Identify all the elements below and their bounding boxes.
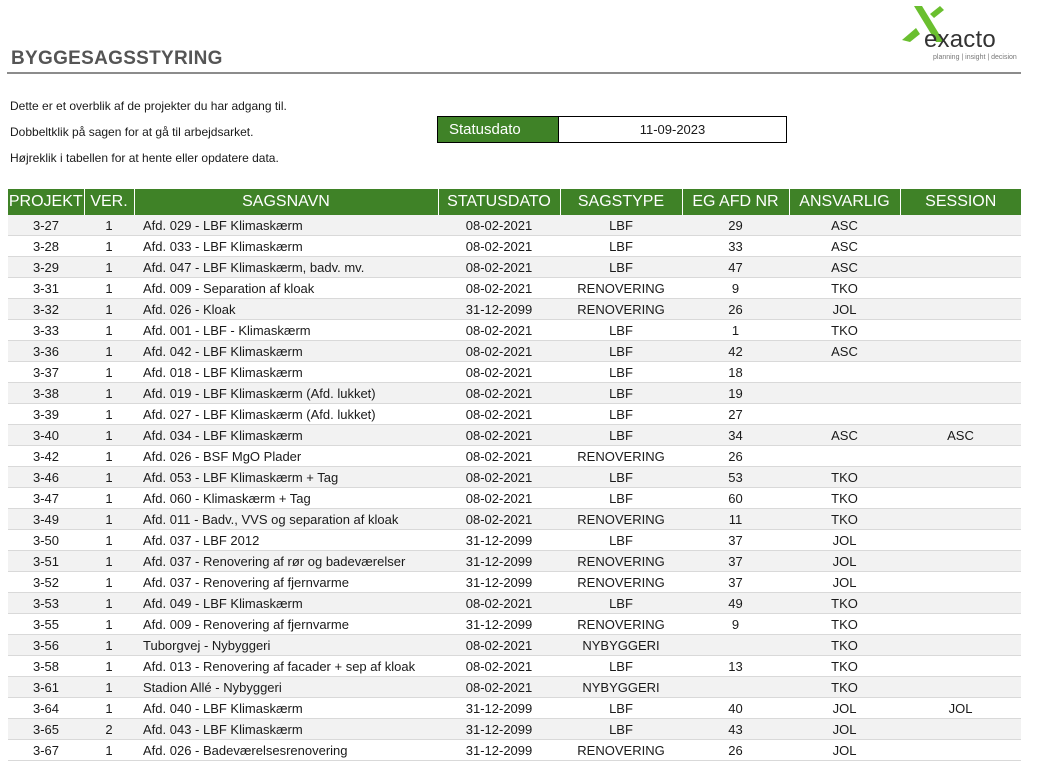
table-row[interactable] [8, 593, 1021, 614]
session-cell[interactable] [900, 677, 1021, 698]
sagsnavn-cell[interactable]: Afd. 042 - LBF Klimaskærm [134, 341, 438, 362]
eg-afd-nr-cell[interactable]: 34 [682, 425, 789, 446]
sagstype-cell[interactable]: RENOVERING [560, 446, 682, 467]
sagstype-cell[interactable]: LBF [560, 362, 682, 383]
ansvarlig-cell[interactable]: TKO [789, 320, 900, 341]
eg-afd-nr-cell[interactable]: 26 [682, 446, 789, 467]
sagstype-cell[interactable]: LBF [560, 488, 682, 509]
ansvarlig-cell[interactable]: TKO [789, 635, 900, 656]
sagsnavn-cell[interactable]: Afd. 043 - LBF Klimaskærm [134, 719, 438, 740]
eg-afd-nr-cell[interactable]: 42 [682, 341, 789, 362]
sagstype-cell[interactable]: LBF [560, 467, 682, 488]
sagsnavn-cell[interactable]: Afd. 027 - LBF Klimaskærm (Afd. lukket) [134, 404, 438, 425]
projekt-cell[interactable]: 3-56 [8, 635, 84, 656]
ver-cell[interactable]: 1 [84, 572, 134, 593]
exacto-logo [900, 4, 1025, 64]
eg-afd-nr-cell[interactable]: 33 [682, 236, 789, 257]
column-header-eg-afd-nr[interactable]: EG AFD NR [682, 189, 789, 215]
table-row[interactable] [8, 551, 1021, 572]
projekt-cell[interactable]: 3-65 [8, 719, 84, 740]
eg-afd-nr-cell[interactable]: 40 [682, 698, 789, 719]
session-cell[interactable] [900, 362, 1021, 383]
column-header-sagsnavn[interactable]: SAGSNAVN [134, 189, 438, 215]
page-title: BYGGESAGSSTYRING [11, 48, 223, 69]
ansvarlig-cell[interactable]: TKO [789, 593, 900, 614]
ver-cell[interactable]: 1 [84, 635, 134, 656]
ver-cell[interactable]: 1 [84, 341, 134, 362]
eg-afd-nr-cell[interactable]: 43 [682, 719, 789, 740]
projekt-cell[interactable]: 3-61 [8, 677, 84, 698]
statusdato-cell[interactable]: 31-12-2099 [438, 740, 560, 761]
projects-table[interactable] [8, 189, 1021, 761]
ver-cell[interactable]: 1 [84, 362, 134, 383]
projekt-cell[interactable]: 3-38 [8, 383, 84, 404]
projekt-cell[interactable]: 3-58 [8, 656, 84, 677]
ansvarlig-cell[interactable]: JOL [789, 740, 900, 761]
ver-cell[interactable]: 1 [84, 404, 134, 425]
projekt-cell[interactable]: 3-50 [8, 530, 84, 551]
ansvarlig-cell[interactable]: TKO [789, 488, 900, 509]
eg-afd-nr-cell[interactable]: 49 [682, 593, 789, 614]
ver-cell[interactable]: 1 [84, 614, 134, 635]
eg-afd-nr-cell[interactable]: 9 [682, 614, 789, 635]
eg-afd-nr-cell[interactable]: 37 [682, 530, 789, 551]
session-cell[interactable] [900, 572, 1021, 593]
ver-cell[interactable]: 1 [84, 383, 134, 404]
session-cell[interactable] [900, 299, 1021, 320]
sagsnavn-cell[interactable]: Afd. 026 - Badeværelsesrenovering [134, 740, 438, 761]
statusdato-cell[interactable]: 08-02-2021 [438, 488, 560, 509]
sagstype-cell[interactable]: LBF [560, 320, 682, 341]
sagstype-cell[interactable]: LBF [560, 404, 682, 425]
eg-afd-nr-cell[interactable]: 19 [682, 383, 789, 404]
sagstype-cell[interactable]: RENOVERING [560, 299, 682, 320]
ansvarlig-cell[interactable] [789, 404, 900, 425]
sagstype-cell[interactable]: NYBYGGERI [560, 677, 682, 698]
ver-cell[interactable]: 1 [84, 593, 134, 614]
ansvarlig-cell[interactable]: JOL [789, 698, 900, 719]
session-cell[interactable] [900, 509, 1021, 530]
sagstype-cell[interactable]: RENOVERING [560, 740, 682, 761]
eg-afd-nr-cell[interactable]: 60 [682, 488, 789, 509]
ver-cell[interactable]: 2 [84, 719, 134, 740]
info-line-doubleclick: Dobbeltklik på sagen for at gå til arbejdsarket. [10, 125, 254, 139]
sagsnavn-cell[interactable]: Afd. 034 - LBF Klimaskærm [134, 425, 438, 446]
session-cell[interactable] [900, 320, 1021, 341]
sagsnavn-cell[interactable]: Afd. 019 - LBF Klimaskærm (Afd. lukket) [134, 383, 438, 404]
table-row[interactable] [8, 656, 1021, 677]
sagstype-cell[interactable]: LBF [560, 236, 682, 257]
ansvarlig-cell[interactable]: ASC [789, 425, 900, 446]
projekt-cell[interactable]: 3-52 [8, 572, 84, 593]
sagsnavn-cell[interactable]: Afd. 037 - LBF 2012 [134, 530, 438, 551]
table-row[interactable] [8, 299, 1021, 320]
table-row[interactable] [8, 236, 1021, 257]
sagsnavn-cell[interactable]: Afd. 009 - Separation af kloak [134, 278, 438, 299]
table-row[interactable] [8, 215, 1021, 236]
eg-afd-nr-cell[interactable]: 37 [682, 572, 789, 593]
projekt-cell[interactable]: 3-37 [8, 362, 84, 383]
info-line-rightclick: Højreklik i tabellen for at hente eller opdatere data. [10, 151, 279, 165]
sagstype-cell[interactable]: LBF [560, 215, 682, 236]
ver-cell[interactable]: 1 [84, 656, 134, 677]
ver-cell[interactable]: 1 [84, 236, 134, 257]
statusdato-cell[interactable]: 08-02-2021 [438, 635, 560, 656]
ver-cell[interactable]: 1 [84, 551, 134, 572]
table-row[interactable] [8, 635, 1021, 656]
session-cell[interactable] [900, 278, 1021, 299]
eg-afd-nr-cell[interactable] [682, 677, 789, 698]
table-header-row [8, 189, 1021, 215]
sagsnavn-cell[interactable]: Afd. 053 - LBF Klimaskærm + Tag [134, 467, 438, 488]
sagsnavn-cell[interactable]: Afd. 026 - BSF MgO Plader [134, 446, 438, 467]
projekt-cell[interactable]: 3-33 [8, 320, 84, 341]
sagsnavn-cell[interactable]: Afd. 011 - Badv., VVS og separation af kloak [134, 509, 438, 530]
sagsnavn-cell[interactable]: Afd. 029 - LBF Klimaskærm [134, 215, 438, 236]
statusdato-cell[interactable]: 08-02-2021 [438, 446, 560, 467]
ansvarlig-cell[interactable]: TKO [789, 467, 900, 488]
ver-cell[interactable]: 1 [84, 278, 134, 299]
statusdato-cell[interactable]: 08-02-2021 [438, 677, 560, 698]
projekt-cell[interactable]: 3-64 [8, 698, 84, 719]
sagsnavn-cell[interactable]: Afd. 001 - LBF - Klimaskærm [134, 320, 438, 341]
session-cell[interactable] [900, 467, 1021, 488]
column-header-statusdato[interactable]: STATUSDATO [438, 189, 560, 215]
ver-cell[interactable]: 1 [84, 677, 134, 698]
eg-afd-nr-cell[interactable]: 27 [682, 404, 789, 425]
ansvarlig-cell[interactable] [789, 446, 900, 467]
statusdato-cell[interactable]: 08-02-2021 [438, 404, 560, 425]
sagstype-cell[interactable]: RENOVERING [560, 509, 682, 530]
status-date-label: Statusdato [438, 117, 559, 142]
ver-cell[interactable]: 1 [84, 257, 134, 278]
projekt-cell[interactable]: 3-32 [8, 299, 84, 320]
table-row[interactable] [8, 467, 1021, 488]
statusdato-cell[interactable]: 08-02-2021 [438, 383, 560, 404]
statusdato-cell[interactable]: 08-02-2021 [438, 257, 560, 278]
column-header-sagstype[interactable]: SAGSTYPE [560, 189, 682, 215]
eg-afd-nr-cell[interactable]: 18 [682, 362, 789, 383]
sagsnavn-cell[interactable]: Afd. 060 - Klimaskærm + Tag [134, 488, 438, 509]
sagstype-cell[interactable]: RENOVERING [560, 278, 682, 299]
eg-afd-nr-cell[interactable]: 47 [682, 257, 789, 278]
statusdato-cell[interactable]: 31-12-2099 [438, 299, 560, 320]
statusdato-cell[interactable]: 08-02-2021 [438, 425, 560, 446]
ansvarlig-cell[interactable]: TKO [789, 614, 900, 635]
table-row[interactable] [8, 257, 1021, 278]
ansvarlig-cell[interactable]: TKO [789, 509, 900, 530]
session-cell[interactable] [900, 656, 1021, 677]
table-row[interactable] [8, 614, 1021, 635]
statusdato-cell[interactable]: 31-12-2099 [438, 551, 560, 572]
ver-cell[interactable]: 1 [84, 320, 134, 341]
sagstype-cell[interactable]: LBF [560, 425, 682, 446]
session-cell[interactable] [900, 593, 1021, 614]
ver-cell[interactable]: 1 [84, 467, 134, 488]
ansvarlig-cell[interactable]: TKO [789, 656, 900, 677]
status-date-box [437, 116, 787, 143]
ver-cell[interactable]: 1 [84, 509, 134, 530]
ansvarlig-cell[interactable]: ASC [789, 341, 900, 362]
ansvarlig-cell[interactable] [789, 362, 900, 383]
sagstype-cell[interactable]: RENOVERING [560, 551, 682, 572]
column-header-ansvarlig[interactable]: ANSVARLIG [789, 189, 900, 215]
projekt-cell[interactable]: 3-27 [8, 215, 84, 236]
ansvarlig-cell[interactable]: ASC [789, 257, 900, 278]
table-row[interactable] [8, 278, 1021, 299]
ansvarlig-cell[interactable]: ASC [789, 215, 900, 236]
statusdato-cell[interactable]: 31-12-2099 [438, 719, 560, 740]
eg-afd-nr-cell[interactable]: 26 [682, 740, 789, 761]
info-line-overview: Dette er et overblik af de projekter du har adgang til. [10, 99, 287, 113]
ansvarlig-cell[interactable]: JOL [789, 572, 900, 593]
sagstype-cell[interactable]: LBF [560, 257, 682, 278]
table-row[interactable] [8, 446, 1021, 467]
table-row[interactable] [8, 572, 1021, 593]
projekt-cell[interactable]: 3-40 [8, 425, 84, 446]
sagsnavn-cell[interactable]: Afd. 047 - LBF Klimaskærm, badv. mv. [134, 257, 438, 278]
session-cell[interactable] [900, 530, 1021, 551]
statusdato-cell[interactable]: 31-12-2099 [438, 614, 560, 635]
session-cell[interactable] [900, 614, 1021, 635]
table-row[interactable] [8, 698, 1021, 719]
session-cell[interactable] [900, 635, 1021, 656]
projekt-cell[interactable]: 3-51 [8, 551, 84, 572]
sagsnavn-cell[interactable]: Afd. 037 - Renovering af fjernvarme [134, 572, 438, 593]
sagstype-cell[interactable]: LBF [560, 593, 682, 614]
sagstype-cell[interactable]: RENOVERING [560, 572, 682, 593]
projekt-cell[interactable]: 3-36 [8, 341, 84, 362]
table-row[interactable] [8, 719, 1021, 740]
ansvarlig-cell[interactable]: ASC [789, 236, 900, 257]
statusdato-cell[interactable]: 08-02-2021 [438, 320, 560, 341]
column-header-projekt[interactable]: PROJEKT [8, 189, 84, 215]
session-cell[interactable] [900, 404, 1021, 425]
eg-afd-nr-cell[interactable] [682, 635, 789, 656]
ansvarlig-cell[interactable]: JOL [789, 530, 900, 551]
sagstype-cell[interactable]: LBF [560, 656, 682, 677]
statusdato-cell[interactable]: 08-02-2021 [438, 593, 560, 614]
ver-cell[interactable]: 1 [84, 299, 134, 320]
ver-cell[interactable]: 1 [84, 530, 134, 551]
statusdato-cell[interactable]: 08-02-2021 [438, 656, 560, 677]
table-row[interactable] [8, 362, 1021, 383]
projekt-cell[interactable]: 3-39 [8, 404, 84, 425]
ver-cell[interactable]: 1 [84, 698, 134, 719]
session-cell[interactable] [900, 236, 1021, 257]
status-date-value[interactable]: 11-09-2023 [639, 122, 706, 137]
projekt-cell[interactable]: 3-29 [8, 257, 84, 278]
eg-afd-nr-cell[interactable]: 13 [682, 656, 789, 677]
eg-afd-nr-cell[interactable]: 11 [682, 509, 789, 530]
statusdato-cell[interactable]: 08-02-2021 [438, 509, 560, 530]
session-cell[interactable] [900, 551, 1021, 572]
sagsnavn-cell[interactable]: Afd. 018 - LBF Klimaskærm [134, 362, 438, 383]
session-cell[interactable] [900, 257, 1021, 278]
projekt-cell[interactable]: 3-46 [8, 467, 84, 488]
table-row[interactable] [8, 677, 1021, 698]
projekt-cell[interactable]: 3-67 [8, 740, 84, 761]
session-cell[interactable] [900, 383, 1021, 404]
ansvarlig-cell[interactable]: TKO [789, 278, 900, 299]
projekt-cell[interactable]: 3-53 [8, 593, 84, 614]
sagsnavn-cell[interactable]: Afd. 009 - Renovering af fjernvarme [134, 614, 438, 635]
table-row[interactable] [8, 320, 1021, 341]
statusdato-cell[interactable]: 08-02-2021 [438, 362, 560, 383]
projekt-cell[interactable]: 3-31 [8, 278, 84, 299]
eg-afd-nr-cell[interactable]: 26 [682, 299, 789, 320]
eg-afd-nr-cell[interactable]: 29 [682, 215, 789, 236]
session-cell[interactable] [900, 740, 1021, 761]
session-cell[interactable]: ASC [900, 425, 1021, 446]
statusdato-cell[interactable]: 08-02-2021 [438, 236, 560, 257]
table-body [8, 215, 1021, 761]
ansvarlig-cell[interactable]: TKO [789, 677, 900, 698]
table-row[interactable] [8, 383, 1021, 404]
sagstype-cell[interactable]: LBF [560, 698, 682, 719]
table-row[interactable] [8, 425, 1021, 446]
session-cell[interactable] [900, 488, 1021, 509]
column-header-ver[interactable]: VER. [84, 189, 134, 215]
table-row[interactable] [8, 341, 1021, 362]
table-row[interactable] [8, 488, 1021, 509]
ver-cell[interactable]: 1 [84, 215, 134, 236]
session-cell[interactable] [900, 341, 1021, 362]
table-row[interactable] [8, 509, 1021, 530]
logo-tagline: planning | insight | decision [933, 54, 1017, 61]
ver-cell[interactable]: 1 [84, 740, 134, 761]
table-row[interactable] [8, 404, 1021, 425]
eg-afd-nr-cell[interactable]: 1 [682, 320, 789, 341]
statusdato-cell[interactable]: 08-02-2021 [438, 467, 560, 488]
session-cell[interactable] [900, 719, 1021, 740]
sagstype-cell[interactable]: LBF [560, 383, 682, 404]
sagsnavn-cell[interactable]: Afd. 049 - LBF Klimaskærm [134, 593, 438, 614]
sagsnavn-cell[interactable]: Afd. 026 - Kloak [134, 299, 438, 320]
sagstype-cell[interactable]: RENOVERING [560, 614, 682, 635]
ver-cell[interactable]: 1 [84, 425, 134, 446]
statusdato-cell[interactable]: 08-02-2021 [438, 215, 560, 236]
table-row[interactable] [8, 530, 1021, 551]
sagsnavn-cell[interactable]: Afd. 013 - Renovering af facader + sep af kloak [134, 656, 438, 677]
sagstype-cell[interactable]: LBF [560, 530, 682, 551]
eg-afd-nr-cell[interactable]: 53 [682, 467, 789, 488]
statusdato-cell[interactable]: 08-02-2021 [438, 341, 560, 362]
eg-afd-nr-cell[interactable]: 37 [682, 551, 789, 572]
sagsnavn-cell[interactable]: Stadion Allé - Nybyggeri [134, 677, 438, 698]
sagstype-cell[interactable]: LBF [560, 719, 682, 740]
projekt-cell[interactable]: 3-28 [8, 236, 84, 257]
statusdato-cell[interactable]: 31-12-2099 [438, 530, 560, 551]
logo-wordmark: exacto [924, 26, 996, 53]
session-cell[interactable]: JOL [900, 698, 1021, 719]
statusdato-cell[interactable]: 31-12-2099 [438, 572, 560, 593]
ansvarlig-cell[interactable]: JOL [789, 551, 900, 572]
ansvarlig-cell[interactable] [789, 383, 900, 404]
session-cell[interactable] [900, 446, 1021, 467]
sagstype-cell[interactable]: NYBYGGERI [560, 635, 682, 656]
projekt-cell[interactable]: 3-47 [8, 488, 84, 509]
session-cell[interactable] [900, 215, 1021, 236]
sagsnavn-cell[interactable]: Tuborgvej - Nybyggeri [134, 635, 438, 656]
ansvarlig-cell[interactable]: JOL [789, 299, 900, 320]
projekt-cell[interactable]: 3-55 [8, 614, 84, 635]
statusdato-cell[interactable]: 31-12-2099 [438, 698, 560, 719]
sagsnavn-cell[interactable]: Afd. 033 - LBF Klimaskærm [134, 236, 438, 257]
title-divider [7, 72, 1021, 74]
projekt-cell[interactable]: 3-42 [8, 446, 84, 467]
eg-afd-nr-cell[interactable]: 9 [682, 278, 789, 299]
table-row[interactable] [8, 740, 1021, 761]
column-header-session[interactable]: SESSION [900, 189, 1021, 215]
sagstype-cell[interactable]: LBF [560, 341, 682, 362]
sagsnavn-cell[interactable]: Afd. 040 - LBF Klimaskærm [134, 698, 438, 719]
projekt-cell[interactable]: 3-49 [8, 509, 84, 530]
ansvarlig-cell[interactable]: JOL [789, 719, 900, 740]
ver-cell[interactable]: 1 [84, 446, 134, 467]
sagsnavn-cell[interactable]: Afd. 037 - Renovering af rør og badeværelser [134, 551, 438, 572]
ver-cell[interactable]: 1 [84, 488, 134, 509]
statusdato-cell[interactable]: 08-02-2021 [438, 278, 560, 299]
